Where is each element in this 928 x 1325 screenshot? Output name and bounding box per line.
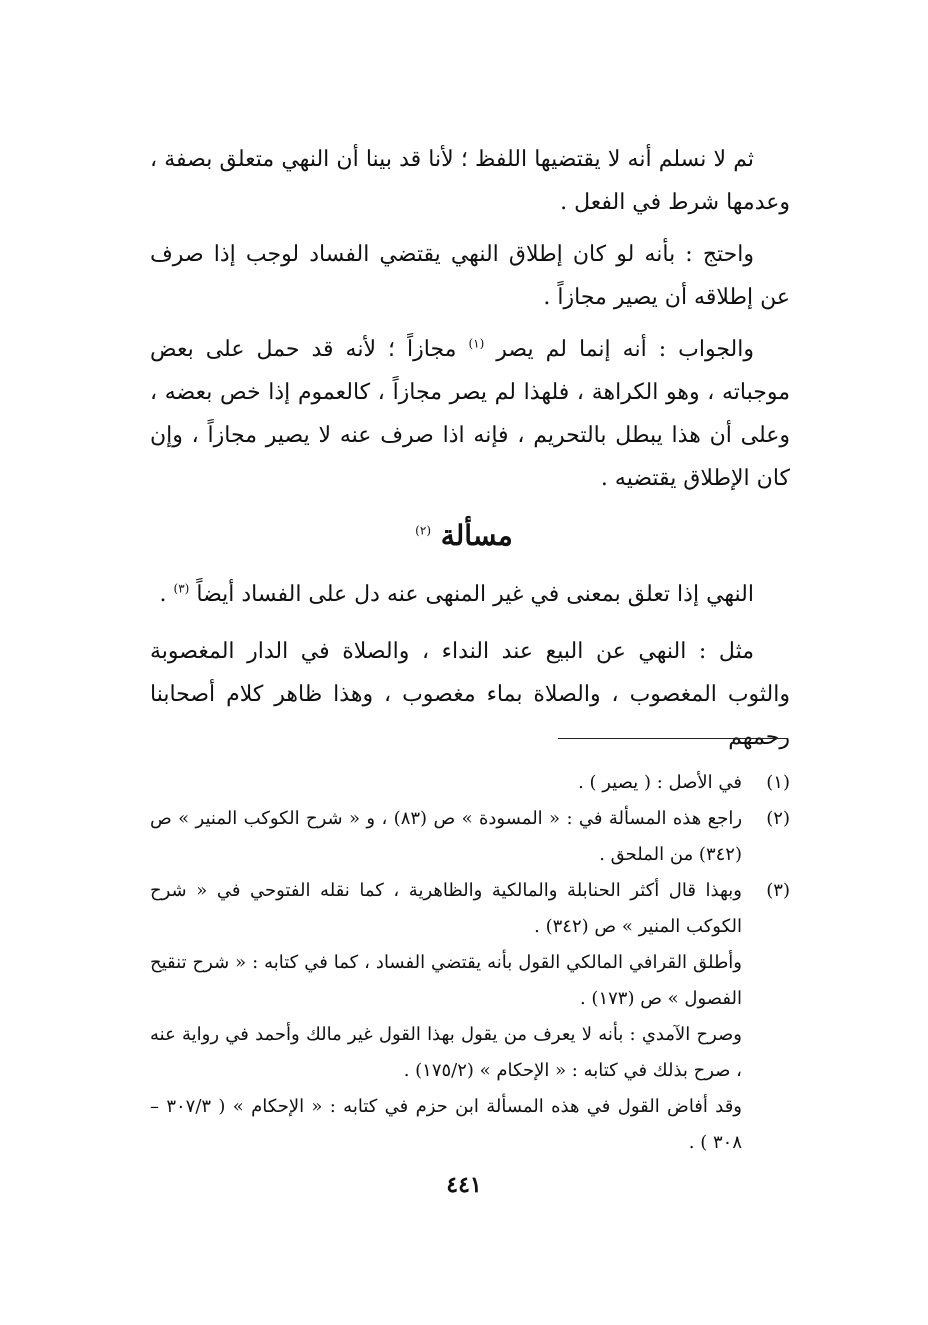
footnote-number: (٢) [766, 808, 790, 829]
paragraph-5: مثل : النهي عن البيع عند النداء ، والصلاة في الدار المغصوبة والثوب المغصوب ، والصلاة بماء مغصوب ، وهذا ظاهر كلام أصحابنا رحمهم [150, 639, 790, 750]
paragraph-4 [150, 573, 790, 616]
paragraph-2: واحتج : بأنه لو كان إطلاق النهي يقتضي الفساد لوجب إذا صرف عن إطلاقه أن يصير مجازاً . [150, 242, 790, 310]
page-number: ٤٤١ [446, 1172, 482, 1198]
footnote-line: راجع هذه المسألة في : « المسودة » ص (٨٣) ، و « شرح الكوكب المنير » ص (٣٤٢) من الملحق . [150, 808, 743, 865]
footnote-body [150, 873, 742, 1161]
footnote-line: وأطلق القرافي المالكي القول بأنه يقتضي الفساد ، كما في كتابه : « شرح تنقيح الفصول » ص (١٧٣) . [150, 952, 742, 1009]
footnote-number: (٣) [766, 880, 790, 901]
footnote-3 [150, 873, 790, 1161]
footnote-body [150, 765, 742, 801]
footnote-1 [150, 765, 790, 801]
footnote-separator [558, 738, 788, 739]
section-heading [0, 514, 928, 558]
footnote-number: (١) [766, 772, 790, 793]
paragraph-3-before: والجواب : أنه إنما لم يصر [496, 337, 754, 362]
paragraph-4-text: النهي إذا تعلق بمعنى في غير المنهى عنه دل على الفساد أيضاً [196, 582, 754, 607]
footnote-ref-2: (٢) [415, 523, 431, 538]
footnote-2 [150, 801, 790, 873]
footnote-body [150, 801, 742, 873]
paragraph-1: ثم لا نسلم أنه لا يقتضيها اللفظ ؛ لأنا قد بينا أن النهي متعلق بصفة ، وعدمها شرط في الفعل . [150, 147, 790, 215]
footnote-ref-3: (٣) [173, 581, 190, 596]
paragraph-4-end: . [159, 582, 167, 607]
footnote-ref-1: (١) [468, 336, 485, 351]
footnote-line: وصرح الآمدي : بأنه لا يعرف من يقول بهذا القول غير مالك وأحمد في رواية عنه ، صرح بذلك في كتابه : « الإحكام » (١٧٥/٢) . [150, 1024, 742, 1081]
footnote-line: في الأصل : ( يصير ) . [578, 772, 742, 793]
paragraph-3 [150, 328, 790, 500]
footnotes [150, 765, 790, 1161]
footnote-line: وبهذا قال أكثر الحنابلة والمالكية والظاهرية ، كما نقله الفتوحي في « شرح الكوكب المنير » ص (٣٤٢) . [150, 880, 742, 937]
heading-title: مسألة [440, 519, 513, 552]
paragraph-3-after: مجازاً ؛ لأنه قد حمل على بعض موجباته ، وهو الكراهة ، فلهذا لم يصر مجازاً ، كالعموم إذا خص بعضه ، وعلى أن هذا يبطل بالتحريم ، فإنه اذا صرف عنه لا يصير مجازاً ، وإن كان الإطلاق يقتضيه . [150, 337, 790, 491]
footnote-line: وقد أفاض القول في هذه المسألة ابن حزم في كتابه : « الإحكام » ( ٣٠٧/٣ – ٣٠٨ ) . [150, 1096, 742, 1153]
